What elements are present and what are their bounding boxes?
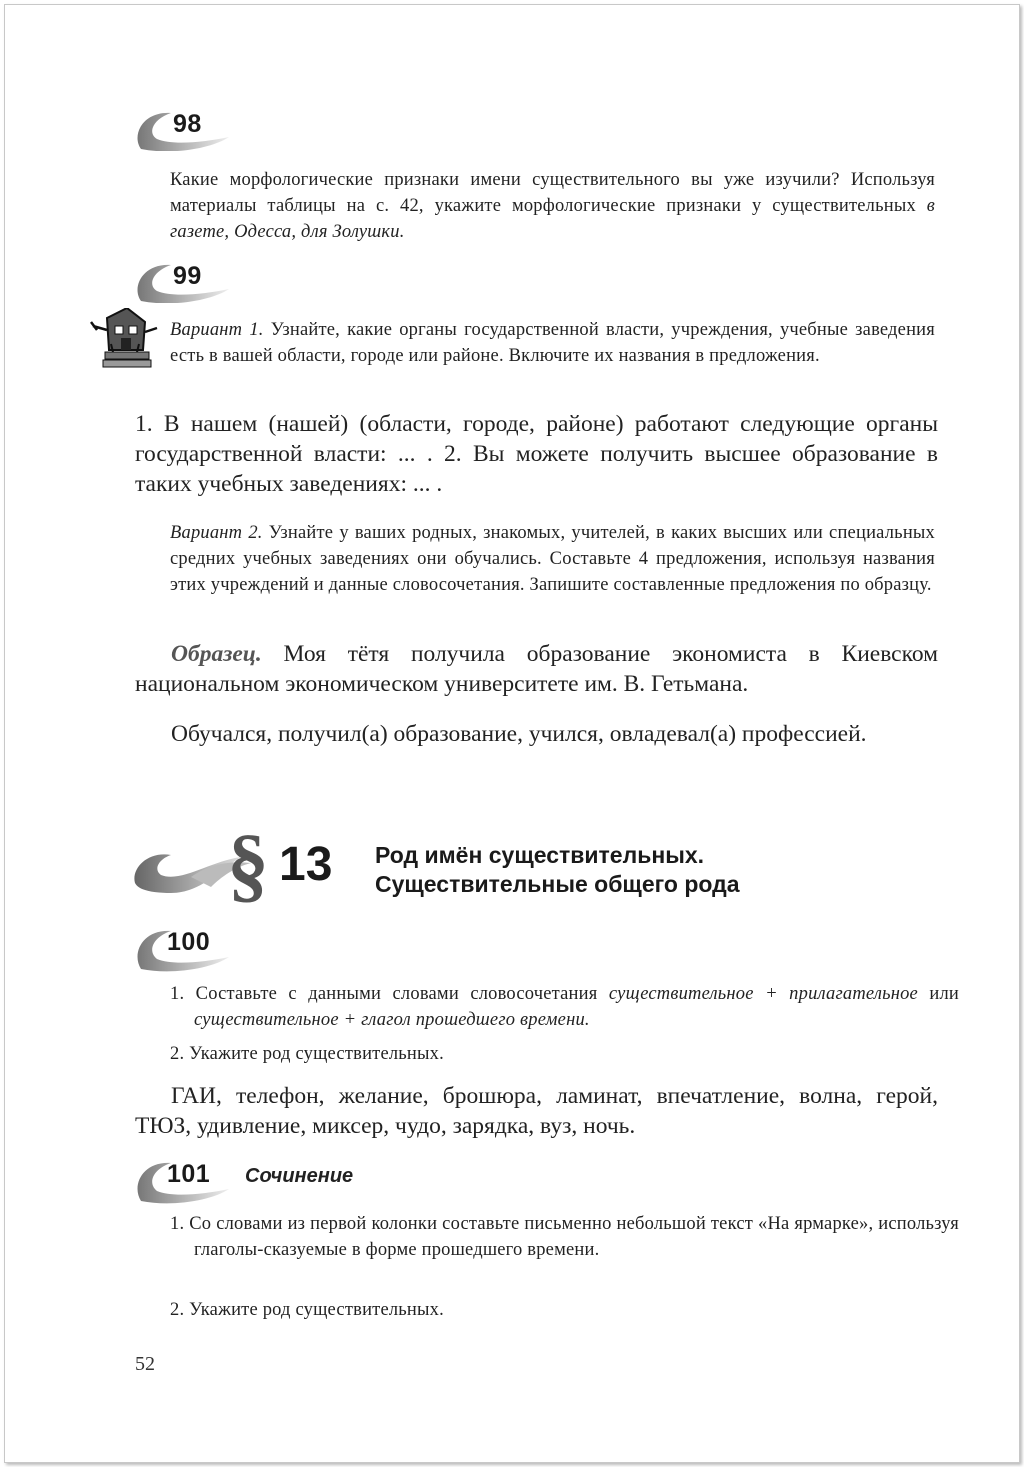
section-number: 13 xyxy=(279,838,333,891)
exercise-99-word-list: Обучался, получил(а) образование, учился, овладевал(а) профессией. xyxy=(171,721,867,747)
exercise-number: 100 xyxy=(167,928,211,956)
exercise-number: 99 xyxy=(173,262,202,290)
exercise-98-text: Какие морфологические признаки имени существительного вы уже изучили? Используя материалы таблицы на с. 42, укажите морфологические признаки у существительных в газете, Одесса, для Золушки. xyxy=(170,170,935,242)
exercise-99-sample: Образец. Моя тётя получила образование экономиста в Киевском национальном экономическом университете им. В. Гетьмана. xyxy=(135,641,938,697)
exercise-100-word-list: ГАИ, телефон, желание, брошюра, ламинат, впечатление, волна, герой, ТЮЗ, удивление, миксер, чудо, зарядка, вуз, ночь. xyxy=(135,1083,938,1139)
house-mascot-icon xyxy=(87,308,159,370)
page-number: 52 xyxy=(135,1353,155,1375)
exercise-number: 101 xyxy=(167,1160,211,1188)
exercise-99-example-sentences: 1. В нашем (нашей) (области, городе, районе) работают следующие органы государственной власти: ... . 2. Вы можете получить высшее образование в таких учебных заведениях: ... . xyxy=(135,411,938,497)
exercise-99-variant-2: Вариант 2. Узнайте у ваших родных, знакомых, учителей, в каких высших или специальных средних учебных заведениях они обучались. Составьте 4 предложения, используя названия этих учреждений и данные словосочетания. Запишите составленные предложения по образцу. xyxy=(170,523,935,595)
exercise-100-badge xyxy=(131,923,231,969)
exercise-98-badge xyxy=(131,105,231,151)
exercise-99-badge xyxy=(131,257,231,303)
exercise-100-item-2: 2. Укажите род существительных. xyxy=(170,1044,444,1064)
exercise-number: 98 xyxy=(173,110,202,138)
exercise-101-item-2: 2. Укажите род существительных. xyxy=(170,1300,444,1320)
exercise-101-item-1: 1. Со словами из первой колонки составьте письменно небольшой текст «На ярмарке», используя глаголы-сказуемые в форме прошедшего времени. xyxy=(170,1214,959,1260)
exercise-101-badge xyxy=(131,1155,231,1201)
exercise-101-label: Сочинение xyxy=(245,1165,354,1187)
section-sign: § xyxy=(227,818,269,911)
section-title: Род имён существительных. Существительные общего рода xyxy=(375,842,740,897)
exercise-99-variant-1: Вариант 1. Узнайте, какие органы государственной власти, учреждения, учебные заведения есть в вашей области, городе или районе. Включите их названия в предложения. xyxy=(170,320,935,366)
page xyxy=(4,4,1020,1463)
exercise-100-item-1: 1. Составьте с данными словами словосочетания существительное + прилагательное или существительное + глагол прошедшего времени. xyxy=(170,984,960,1030)
